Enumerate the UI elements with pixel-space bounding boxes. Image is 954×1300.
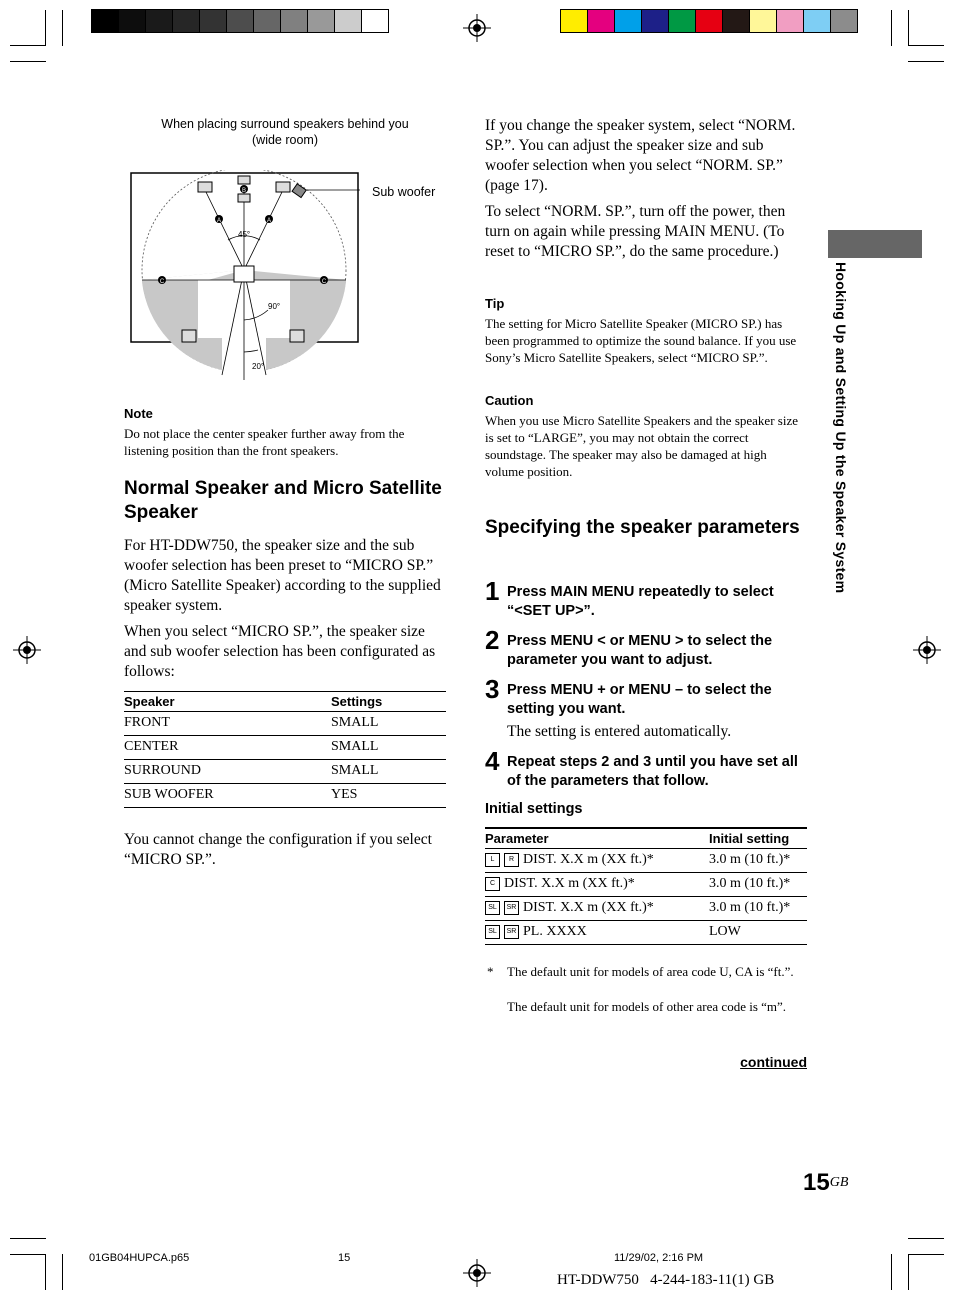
crop-mark [62, 1254, 63, 1290]
step-text: Repeat steps 2 and 3 until you have set all of the parameters that follow. [507, 754, 798, 789]
note-text: Do not place the center speaker further away from the listening position than the front speakers. [124, 426, 405, 458]
speaker-placement-diagram [128, 170, 448, 385]
footer-model: HT-DDW750 4-244-183-11(1) GB [557, 1272, 775, 1288]
color-swatch [695, 9, 723, 33]
table-row [124, 712, 446, 736]
crop-mark [908, 10, 909, 46]
crop-mark [62, 10, 63, 46]
color-swatch [803, 9, 831, 33]
figure-caption [124, 116, 446, 148]
page-number [803, 1168, 848, 1198]
parameter-text: PL. XXXX [523, 924, 587, 939]
color-swatch [641, 9, 669, 33]
table-cell: SMALL [331, 712, 446, 736]
table-row [124, 736, 446, 760]
color-swatch [668, 9, 696, 33]
table-cell [485, 849, 709, 873]
footer-filename: 01GB04HUPCA.p65 [89, 1252, 190, 1264]
parameter-text: DIST. X.X m (XX ft.)* [523, 852, 654, 867]
section-title: Normal Speaker and Micro Satellite Speaker [124, 478, 442, 523]
crop-mark [891, 10, 892, 46]
table-header: Settings [331, 692, 446, 712]
center-icon: C [485, 877, 500, 891]
color-swatch [280, 9, 308, 33]
crop-mark [908, 1238, 944, 1239]
crop-mark [45, 10, 46, 46]
crop-mark [10, 1254, 46, 1255]
table-cell: 3.0 m (10 ft.)* [709, 897, 807, 921]
note-title: Note [124, 406, 153, 421]
page-number-value: 15 [803, 1169, 830, 1196]
crop-mark [908, 1254, 944, 1255]
angle-label: 90° [268, 302, 281, 311]
table-cell: SUB WOOFER [124, 784, 331, 808]
crop-mark [45, 1254, 46, 1290]
initial-settings-table [485, 827, 807, 945]
step-number: 3 [485, 674, 500, 704]
color-swatch [118, 9, 146, 33]
step-text: Press MENU + or MENU – to select the setting you want. [507, 682, 772, 717]
figure-caption-line: When placing surround speakers behind you [161, 117, 409, 131]
registration-mark-icon [913, 636, 941, 664]
step-text: Press MAIN MENU repeatedly to select “<SET UP>”. [507, 584, 774, 619]
surround-left-icon: SL [485, 925, 500, 939]
color-swatch [226, 9, 254, 33]
angle-label: 20° [252, 362, 265, 371]
step-number: 1 [485, 576, 500, 606]
chapter-tab [828, 230, 922, 258]
tip-text: The setting for Micro Satellite Speaker (MICRO SP.) has been programmed to optimize the sound balance. If you use Sony’s Micro Satellite Speakers, select “MICRO SP.”. [485, 316, 797, 365]
color-swatch [749, 9, 777, 33]
footnote-text: The default unit for models of other area code is “m”. [507, 999, 787, 1014]
marker-c: C [321, 279, 327, 285]
table-cell: SMALL [331, 760, 446, 784]
table-cell: 3.0 m (10 ft.)* [709, 849, 807, 873]
angle-label: 45° [238, 230, 251, 239]
table-row [485, 921, 807, 945]
crop-mark [10, 61, 46, 62]
registration-mark-icon [463, 1259, 491, 1287]
step-note: The setting is entered automatically. [507, 723, 732, 740]
marker-a: A [216, 218, 222, 224]
color-swatch [830, 9, 858, 33]
footnote-text: The default unit for models of area code U, CA is “ft.”. [507, 964, 794, 979]
table-cell: LOW [709, 921, 807, 945]
surround-right-icon: SR [504, 901, 519, 915]
crop-mark [10, 45, 46, 46]
surround-left-icon: SL [485, 901, 500, 915]
step-text: Press MENU < or MENU > to select the parameter you want to adjust. [507, 633, 773, 668]
table-cell [485, 897, 709, 921]
crop-mark [908, 45, 944, 46]
color-swatch [334, 9, 362, 33]
front-right-icon: R [504, 853, 519, 867]
color-swatch [307, 9, 335, 33]
tip-title: Tip [485, 296, 505, 311]
marker-c: C [159, 279, 165, 285]
marker-b: B [241, 188, 247, 194]
table-row [485, 897, 807, 921]
color-swatch [145, 9, 173, 33]
footer-date: 11/29/02, 2:16 PM [614, 1252, 704, 1264]
color-swatch [560, 9, 588, 33]
caution-text: When you use Micro Satellite Speakers and the speaker size is set to “LARGE”, you may not obtain the correct soundstage. The speaker may also be damaged at high volume position. [485, 413, 798, 479]
color-swatch [253, 9, 281, 33]
footnote-mark: * [487, 964, 494, 979]
table-cell: CENTER [124, 736, 331, 760]
parameter-text: DIST. X.X m (XX ft.)* [504, 876, 635, 891]
initial-settings-title: Initial settings [485, 801, 583, 817]
table-header: Initial setting [709, 828, 807, 849]
table-cell: SMALL [331, 736, 446, 760]
caution-title: Caution [485, 393, 534, 408]
page-suffix: GB [829, 1175, 849, 1190]
table-cell [485, 921, 709, 945]
table-cell: 3.0 m (10 ft.)* [709, 873, 807, 897]
crop-mark [908, 61, 944, 62]
color-swatch [91, 9, 119, 33]
body-paragraph: If you change the speaker system, select “NORM. SP.”. You can adjust the speaker size and sub woofer selection when you select “NORM. SP.” (page 17). [485, 117, 796, 194]
crop-mark [891, 1254, 892, 1290]
table-cell: FRONT [124, 712, 331, 736]
speaker-settings-table [124, 691, 446, 808]
color-swatch [199, 9, 227, 33]
table-row [485, 873, 807, 897]
color-swatch [722, 9, 750, 33]
color-swatch [172, 9, 200, 33]
marker-a: A [266, 218, 272, 224]
registration-mark-icon [13, 636, 41, 664]
table-header: Parameter [485, 828, 709, 849]
step-number: 2 [485, 625, 500, 655]
body-paragraph: You cannot change the configuration if you select “MICRO SP.”. [124, 831, 432, 868]
table-header-row [124, 692, 446, 712]
table-header-row [485, 828, 807, 849]
body-paragraph: When you select “MICRO SP.”, the speaker size and sub woofer selection has been configurated as follows: [124, 623, 436, 680]
continued-label: continued [740, 1054, 807, 1070]
crop-mark [908, 1254, 909, 1290]
table-row [124, 784, 446, 808]
table-row [485, 849, 807, 873]
section-title: Specifying the speaker parameters [485, 517, 800, 538]
surround-right-icon: SR [504, 925, 519, 939]
crop-mark [10, 1238, 46, 1239]
parameter-text: DIST. X.X m (XX ft.)* [523, 900, 654, 915]
registration-mark-icon [463, 14, 491, 42]
table-cell: SURROUND [124, 760, 331, 784]
table-row [124, 760, 446, 784]
color-swatch [361, 9, 389, 33]
sub-woofer-label: Sub woofer [372, 185, 436, 199]
body-paragraph: To select “NORM. SP.”, turn off the power, then turn on again while pressing MAIN MENU. (To reset to “MICRO SP.”, do the same procedure.) [485, 203, 786, 260]
table-cell [485, 873, 709, 897]
color-swatch [587, 9, 615, 33]
table-header: Speaker [124, 692, 331, 712]
figure-caption-line: (wide room) [252, 133, 318, 147]
step-number: 4 [485, 746, 500, 776]
color-swatch [776, 9, 804, 33]
body-paragraph: For HT-DDW750, the speaker size and the sub woofer selection has been preset to “MICRO SP.” (Micro Satellite Speaker) according to the supplied speaker system. [124, 537, 441, 614]
color-swatch [614, 9, 642, 33]
front-left-icon: L [485, 853, 500, 867]
table-cell: YES [331, 784, 446, 808]
footer-page: 15 [338, 1252, 351, 1264]
chapter-side-label: Hooking Up and Setting Up the Speaker System [833, 262, 849, 594]
